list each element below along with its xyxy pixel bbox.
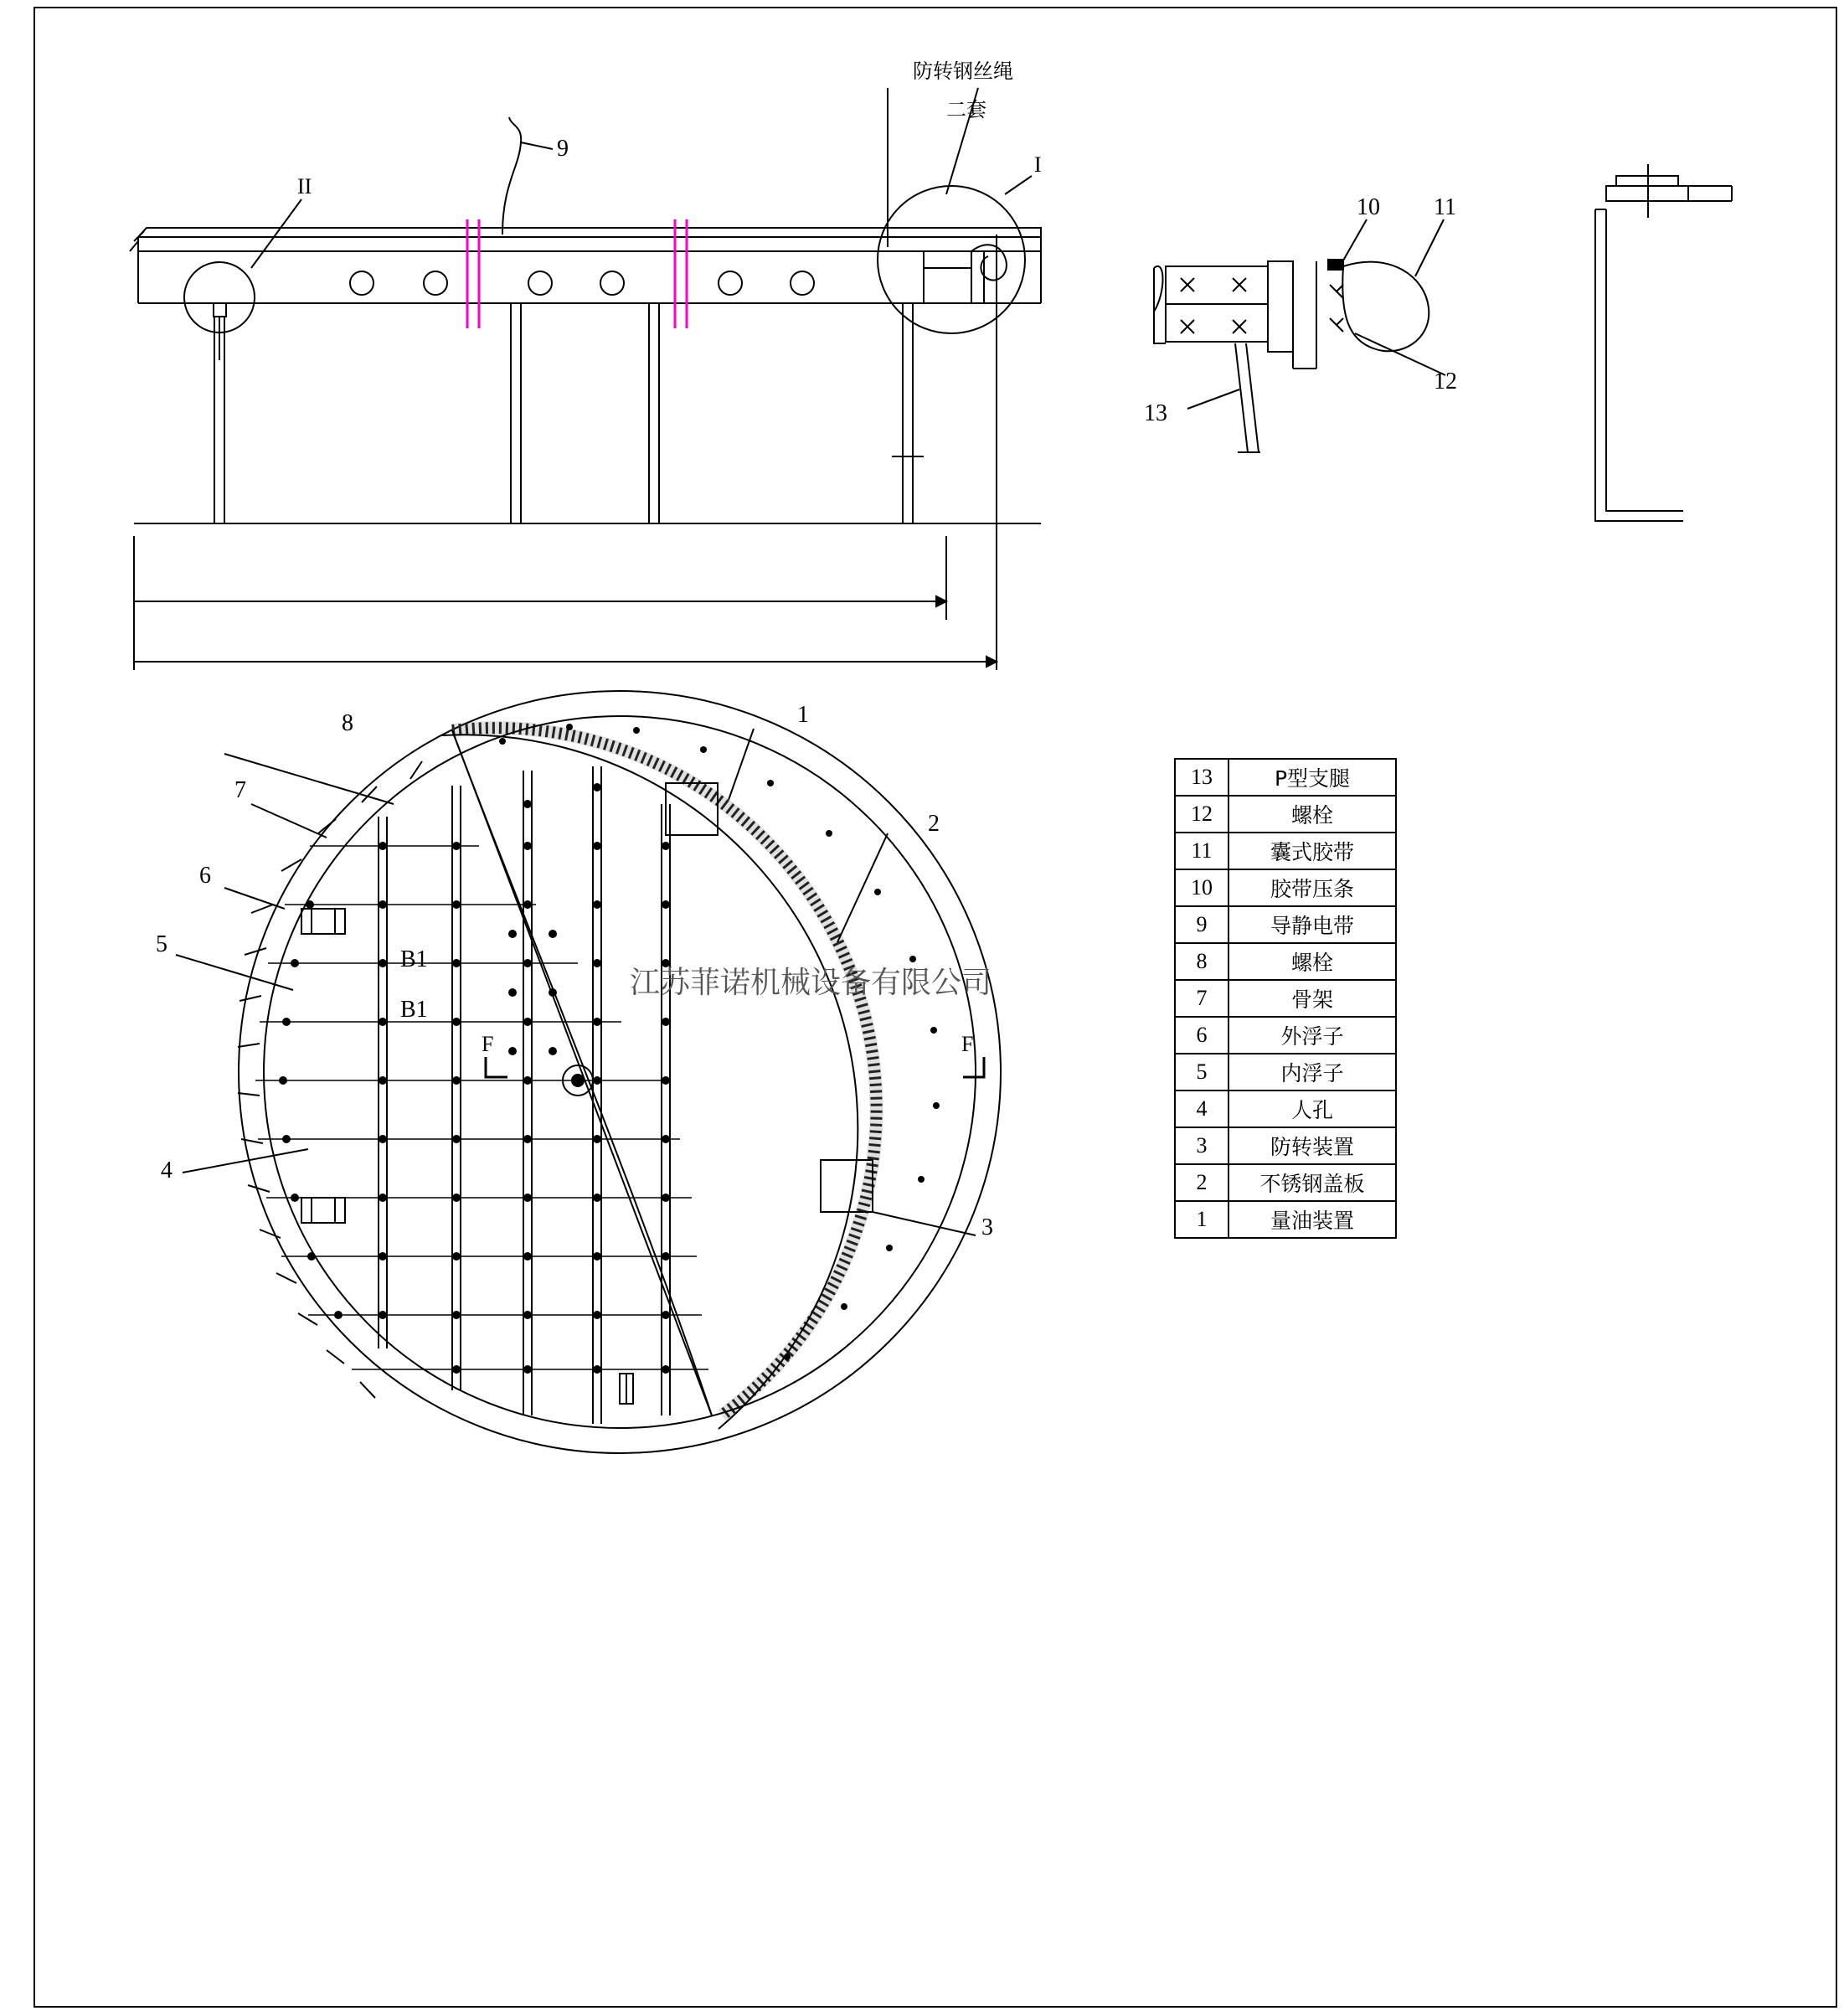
part-name: 导静电带 [1228,906,1396,943]
table-row [1175,906,1396,943]
table-row [1175,980,1396,1017]
plan-label-b1-lower: B1 [400,997,428,1023]
table-row [1175,1017,1396,1054]
part-name: 人孔 [1228,1090,1396,1127]
callout-9: 9 [557,136,569,162]
part-no: 7 [1175,980,1228,1017]
part-name: 不锈钢盖板 [1228,1164,1396,1201]
part-no: 9 [1175,906,1228,943]
table-row [1175,1090,1396,1127]
part-name: 量油装置 [1228,1201,1396,1238]
detail-mark-i: I [1034,152,1042,177]
part-no: 1 [1175,1201,1228,1238]
callout-4: 4 [161,1158,173,1183]
callout-10: 10 [1357,194,1380,220]
table-row [1175,869,1396,906]
part-name: 囊式胶带 [1228,833,1396,869]
callout-5: 5 [156,931,167,957]
callout-6: 6 [199,863,211,889]
table-row [1175,796,1396,833]
part-no: 10 [1175,869,1228,906]
callout-7: 7 [234,777,246,803]
part-name: 防转装置 [1228,1127,1396,1164]
table-row [1175,943,1396,980]
part-no: 4 [1175,1090,1228,1127]
part-no: 13 [1175,759,1228,796]
callout-13: 13 [1144,400,1167,426]
detail-mark-ii: II [297,174,312,199]
part-name: 螺栓 [1228,943,1396,980]
section-mark-f-right: F [961,1032,974,1056]
note-anti-rotation-rope: 防转钢丝绳 [913,59,1013,83]
part-name: 胶带压条 [1228,869,1396,906]
parts-list-table [1174,758,1397,1239]
part-name: P型支腿 [1228,759,1396,796]
note-anti-rotation-rope-qty: 二套 [946,98,986,121]
part-no: 6 [1175,1017,1228,1054]
table-row [1175,1201,1396,1238]
table-row [1175,1054,1396,1090]
section-mark-f-left: F [482,1032,494,1056]
company-watermark: 江苏菲诺机械设备有限公司 [630,966,992,1000]
part-no: 2 [1175,1164,1228,1201]
table-row [1175,833,1396,869]
table-row [1175,1127,1396,1164]
part-name: 骨架 [1228,980,1396,1017]
part-no: 11 [1175,833,1228,869]
part-no: 3 [1175,1127,1228,1164]
part-no: 12 [1175,796,1228,833]
part-name: 螺栓 [1228,796,1396,833]
part-no: 5 [1175,1054,1228,1090]
table-row [1175,1164,1396,1201]
part-name: 外浮子 [1228,1017,1396,1054]
callout-12: 12 [1434,369,1457,394]
part-no: 8 [1175,943,1228,980]
part-name: 内浮子 [1228,1054,1396,1090]
callout-3: 3 [981,1214,993,1240]
callout-2: 2 [928,811,940,837]
callout-11: 11 [1434,194,1456,220]
callout-8: 8 [342,710,353,736]
plan-label-b1-upper: B1 [400,946,428,972]
callout-1: 1 [797,702,809,728]
table-row [1175,759,1396,796]
